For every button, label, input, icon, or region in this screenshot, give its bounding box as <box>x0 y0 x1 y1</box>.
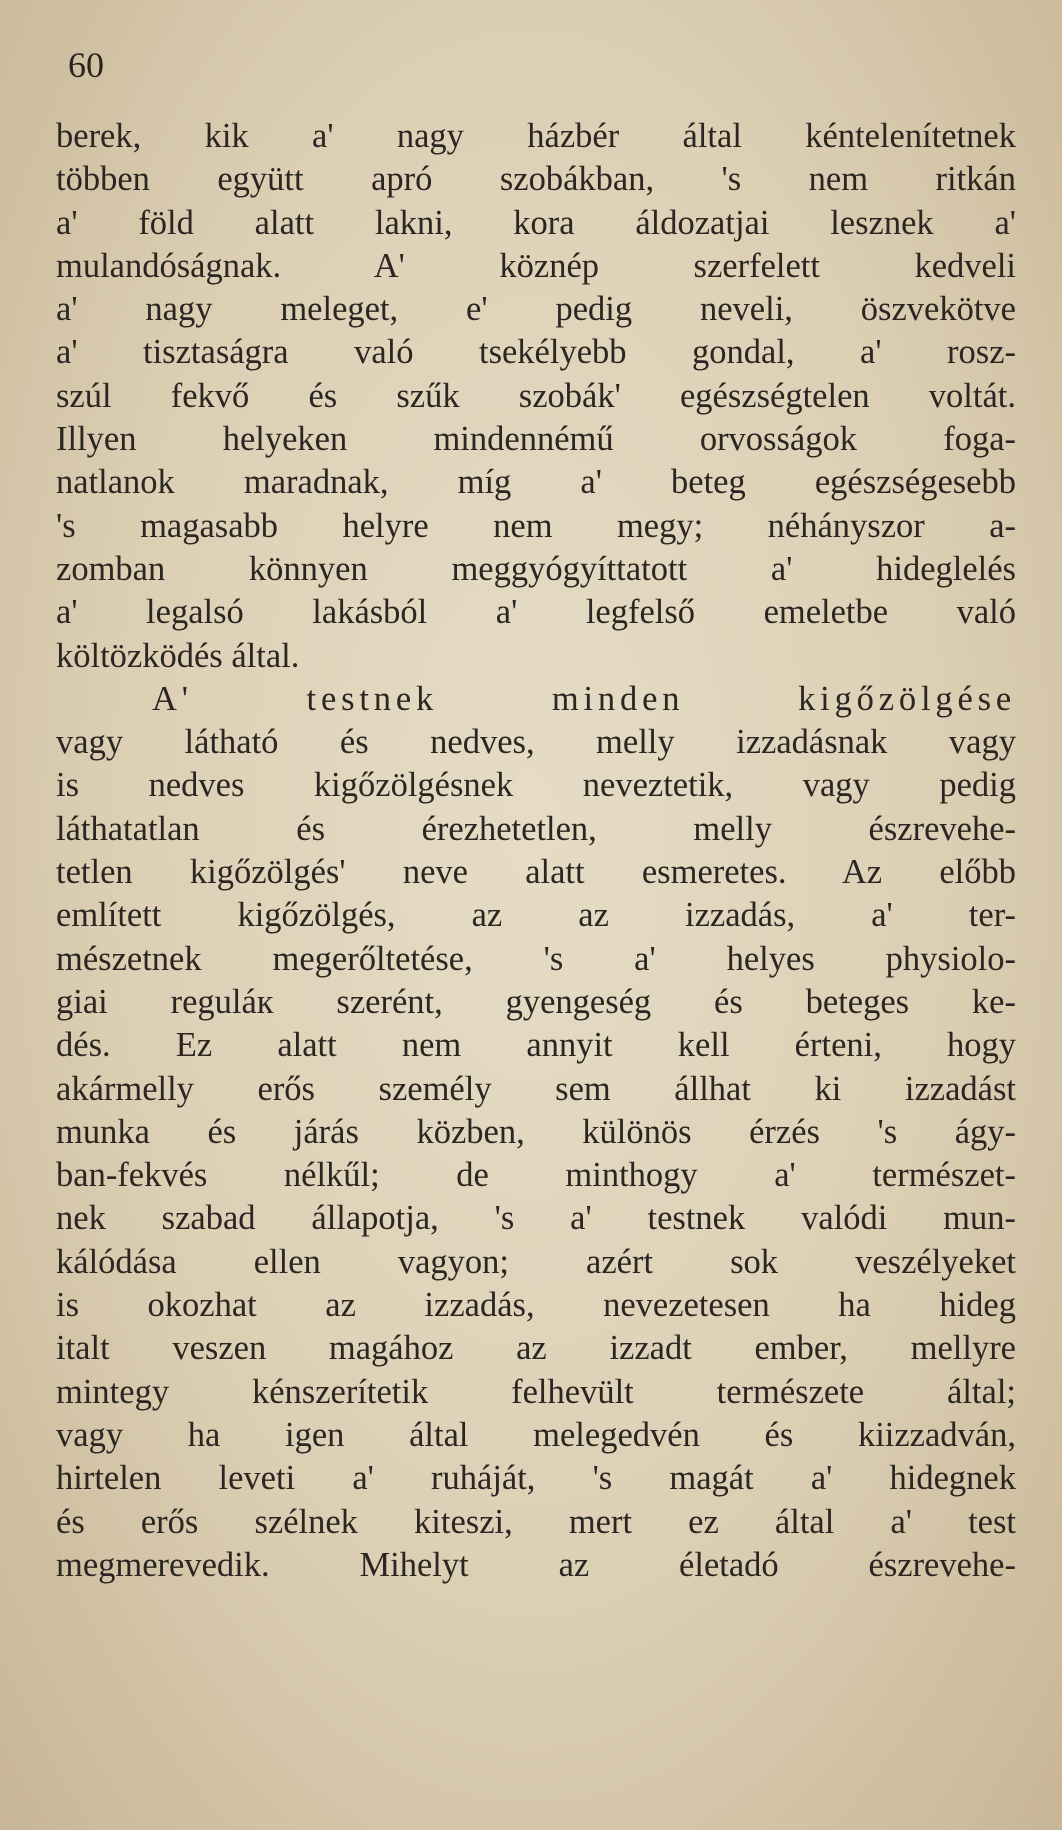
page-number: 60 <box>68 45 104 85</box>
text-line: vagy látható és nedves, melly izzadásnak vagy <box>56 723 1016 762</box>
text-line: mészetnek megerőltetése, 's a' helyes physiolo- <box>56 939 1016 978</box>
text-line: megmerevedik. Mihelyt az életadó észrevehe- <box>56 1545 1016 1584</box>
text-line: a' legalsó lakásból a' legfelső emeletbe való <box>56 593 1016 632</box>
text-line: mintegy kénszerítetik felhevült természete által; <box>56 1372 1016 1411</box>
text-line: Illyen helyeken mindennémű orvosságok foga- <box>56 420 1016 459</box>
body-text <box>56 115 1016 1587</box>
text-line: 's magasabb helyre nem megy; néhányszor a- <box>56 506 1016 545</box>
text-line: nek szabad állapotja, 's a' testnek valódi mun- <box>56 1199 1016 1238</box>
text-line: tetlen kigőzölgés' neve alatt esmeretes. Az előbb <box>56 853 1016 892</box>
text-line: a' nagy meleget, e' pedig neveli, öszvekötve <box>56 290 1016 329</box>
text-line: natlanok maradnak, míg a' beteg egészségesebb <box>56 463 1016 502</box>
text-line: a' tisztaságra való tsekélyebb gondal, a' rosz- <box>56 333 1016 372</box>
text-line: akármelly erős személy sem állhat ki izzadást <box>56 1069 1016 1108</box>
text-line: berek, kik a' nagy házbér által kéntelenítetnek <box>56 117 1016 155</box>
text-line: giai reguláк szerént, gyengeség és beteges ke- <box>56 982 1016 1021</box>
text-line: ban-fekvés nélkűl; de minthogy a' természet- <box>56 1156 1016 1195</box>
text-line: a' föld alatt lakni, kora áldozatjai lesznek a' <box>56 203 1016 242</box>
text-line: többen együtt apró szobákban, 's nem ritkán <box>56 160 1016 199</box>
text-line: zomban könnyen meggyógyíttatott a' hideglelés <box>56 549 1016 588</box>
text-line: láthatatlan és érezhetetlen, melly észrevehe- <box>56 809 1016 848</box>
text-line: is nedves kigőzölgésnek neveztetik, vagy pedig <box>56 766 1016 805</box>
text-line: munka és járás közben, különös érzés 's ágy- <box>56 1112 1016 1151</box>
text-line: is okozhat az izzadás, nevezetesen ha hideg <box>56 1286 1016 1325</box>
text-line: italt veszen magához az izzadt ember, mellyre <box>56 1329 1016 1368</box>
text-line: szúl fekvő és szűk szobák' egészségtelen voltát. <box>56 376 1016 415</box>
text-line: A' testnek minden kigőzölgése <box>152 679 1016 718</box>
text-line: mulandóságnak. A' köznép szerfelett kedveli <box>56 246 1016 285</box>
text-line: hirtelen leveti a' ruháját, 's magát a' hidegnek <box>56 1459 1016 1498</box>
text-line: költözködés által. <box>56 636 300 675</box>
text-line: dés. Ez alatt nem annyit kell érteni, hogy <box>56 1026 1016 1065</box>
text-line: és erős szélnek kiteszi, mert ez által a' test <box>56 1502 1016 1541</box>
text-line: említett kigőzölgés, az az izzadás, a' ter- <box>56 896 1016 935</box>
text-line: kálódása ellen vagyon; azért sok veszélyeket <box>56 1242 1016 1281</box>
text-line: vagy ha igen által melegedvén és kiizzadván, <box>56 1415 1016 1454</box>
